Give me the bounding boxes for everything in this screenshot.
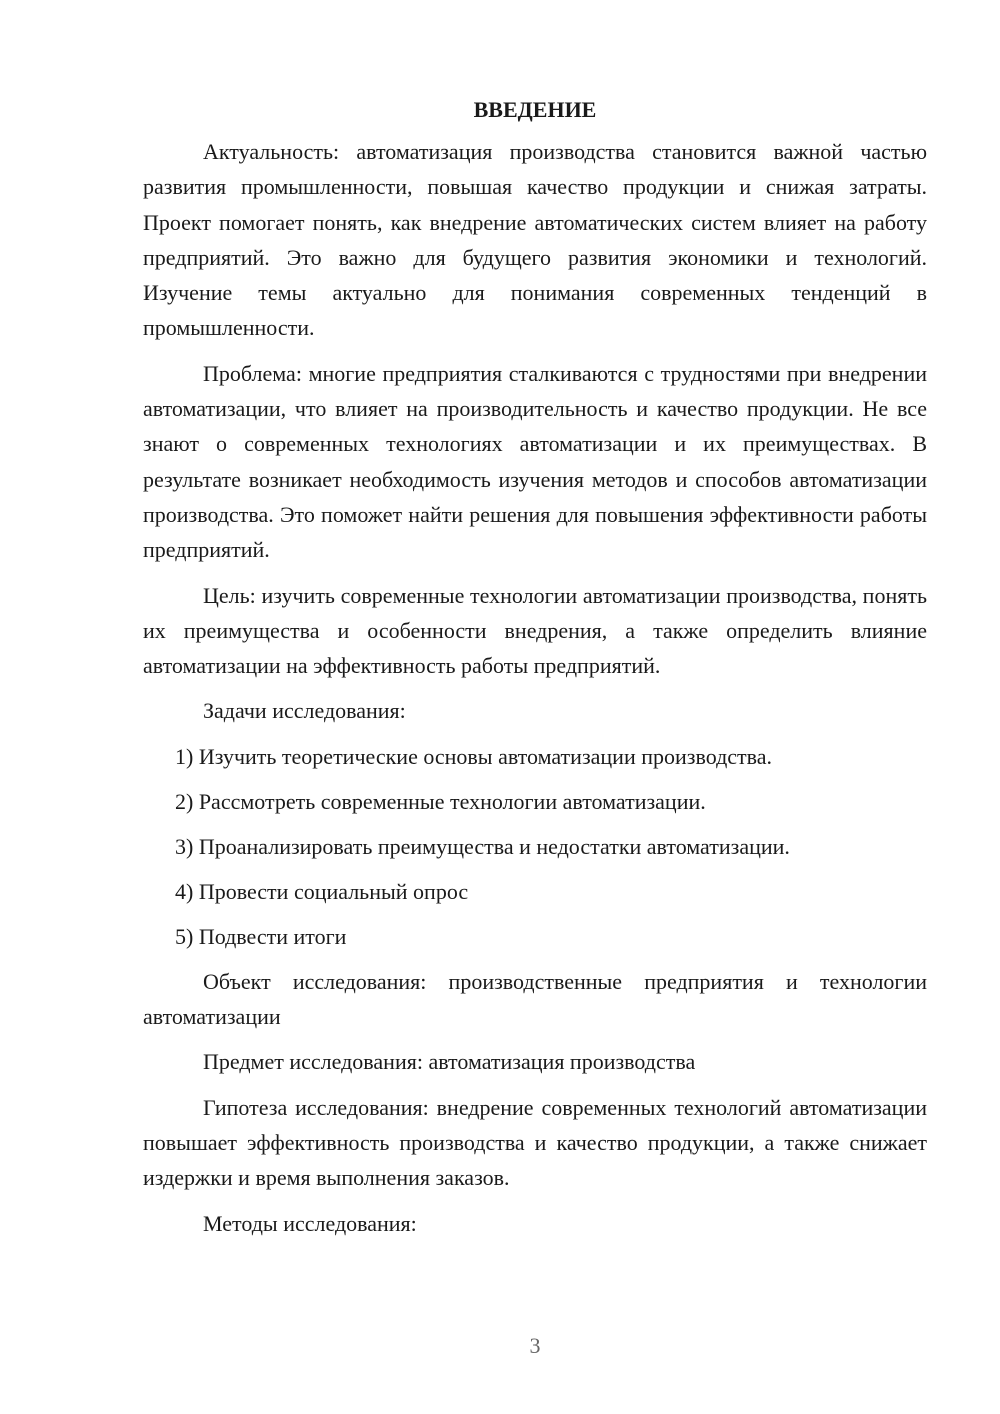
page-number: 3	[529, 1333, 541, 1358]
methods-title: Методы исследования:	[203, 1210, 417, 1236]
list-item: 3) Проанализировать преимущества и недостатки автоматизации.	[175, 833, 790, 859]
subject-paragraph: Предмет исследования: автоматизация производства	[203, 1049, 696, 1075]
tasks-list	[143, 739, 927, 954]
relevance-paragraph: Актуальность: автоматизация производства становится важной частью развития промышленности, повышая качество продукции и снижая затраты. Проект помогает понять, как внедрение автоматических систем влияет на работу предприятий. Это важно для будущего развития экономики и технологий. Изучение темы актуально для понимания современных тенденций в промышленности.	[143, 139, 927, 341]
list-item: 2) Рассмотреть современные технологии автоматизации.	[175, 788, 706, 814]
list-item: 1) Изучить теоретические основы автоматизации производства.	[175, 743, 772, 769]
list-item: 4) Провести социальный опрос	[175, 878, 469, 904]
goal-paragraph: Цель: изучить современные технологии автоматизации производства, понять их преимущества и особенности внедрения, а также определить влияние автоматизации на эффективность работы предприятий.	[143, 582, 927, 679]
tasks-title: Задачи исследования:	[203, 698, 406, 724]
problem-paragraph: Проблема: многие предприятия сталкиваются с трудностями при внедрении автоматизации, что влияет на производительность и качество продукции. Не все знают о современных технологиях автоматизации и их преимуществах. В результате возникает необходимость изучения методов и способов автоматизации производства. Это поможет найти решения для повышения эффективности работы предприятий.	[143, 360, 927, 563]
hypothesis-paragraph: Гипотеза исследования: внедрение современных технологий автоматизации повышает эффективность производства и качество продукции, а также снижает издержки и время выполнения заказов.	[143, 1094, 927, 1191]
list-item: 5) Подвести итоги	[175, 923, 347, 949]
document-page	[143, 92, 927, 1251]
object-paragraph: Объект исследования: производственные предприятия и технологии автоматизации	[143, 968, 927, 1030]
section-heading: ВВЕДЕНИЕ	[473, 97, 597, 122]
